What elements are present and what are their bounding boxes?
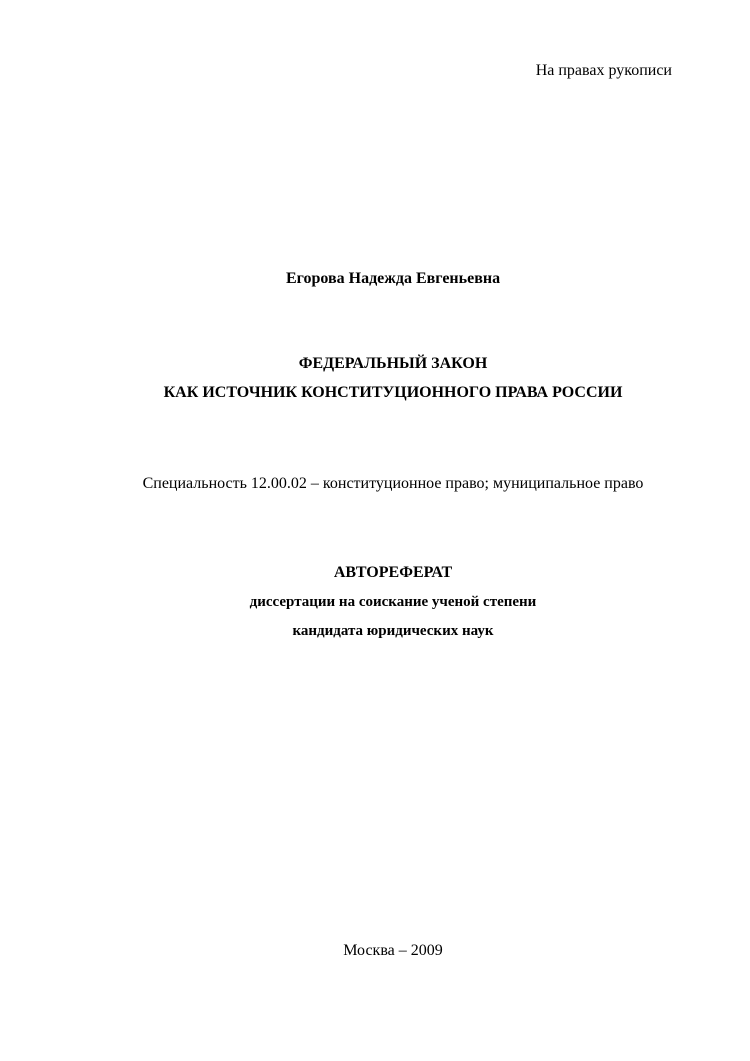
author-name: Егорова Надежда Евгеньевна xyxy=(285,270,501,287)
description-line-2: кандидата юридических наук xyxy=(292,623,494,639)
title-line-2: КАК ИСТОЧНИК КОНСТИТУЦИОННОГО ПРАВА РОССИИ xyxy=(163,384,623,401)
description-line-1: диссертации на соискание ученой степени xyxy=(249,594,537,610)
place-and-year: Москва – 2009 xyxy=(343,942,443,959)
rights-note: На правах рукописи xyxy=(535,62,672,79)
title-line-1: ФЕДЕРАЛЬНЫЙ ЗАКОН xyxy=(298,355,488,372)
document-type: АВТОРЕФЕРАТ xyxy=(333,564,453,581)
specialty: Специальность 12.00.02 – конституционное право; муниципальное право xyxy=(142,475,644,492)
